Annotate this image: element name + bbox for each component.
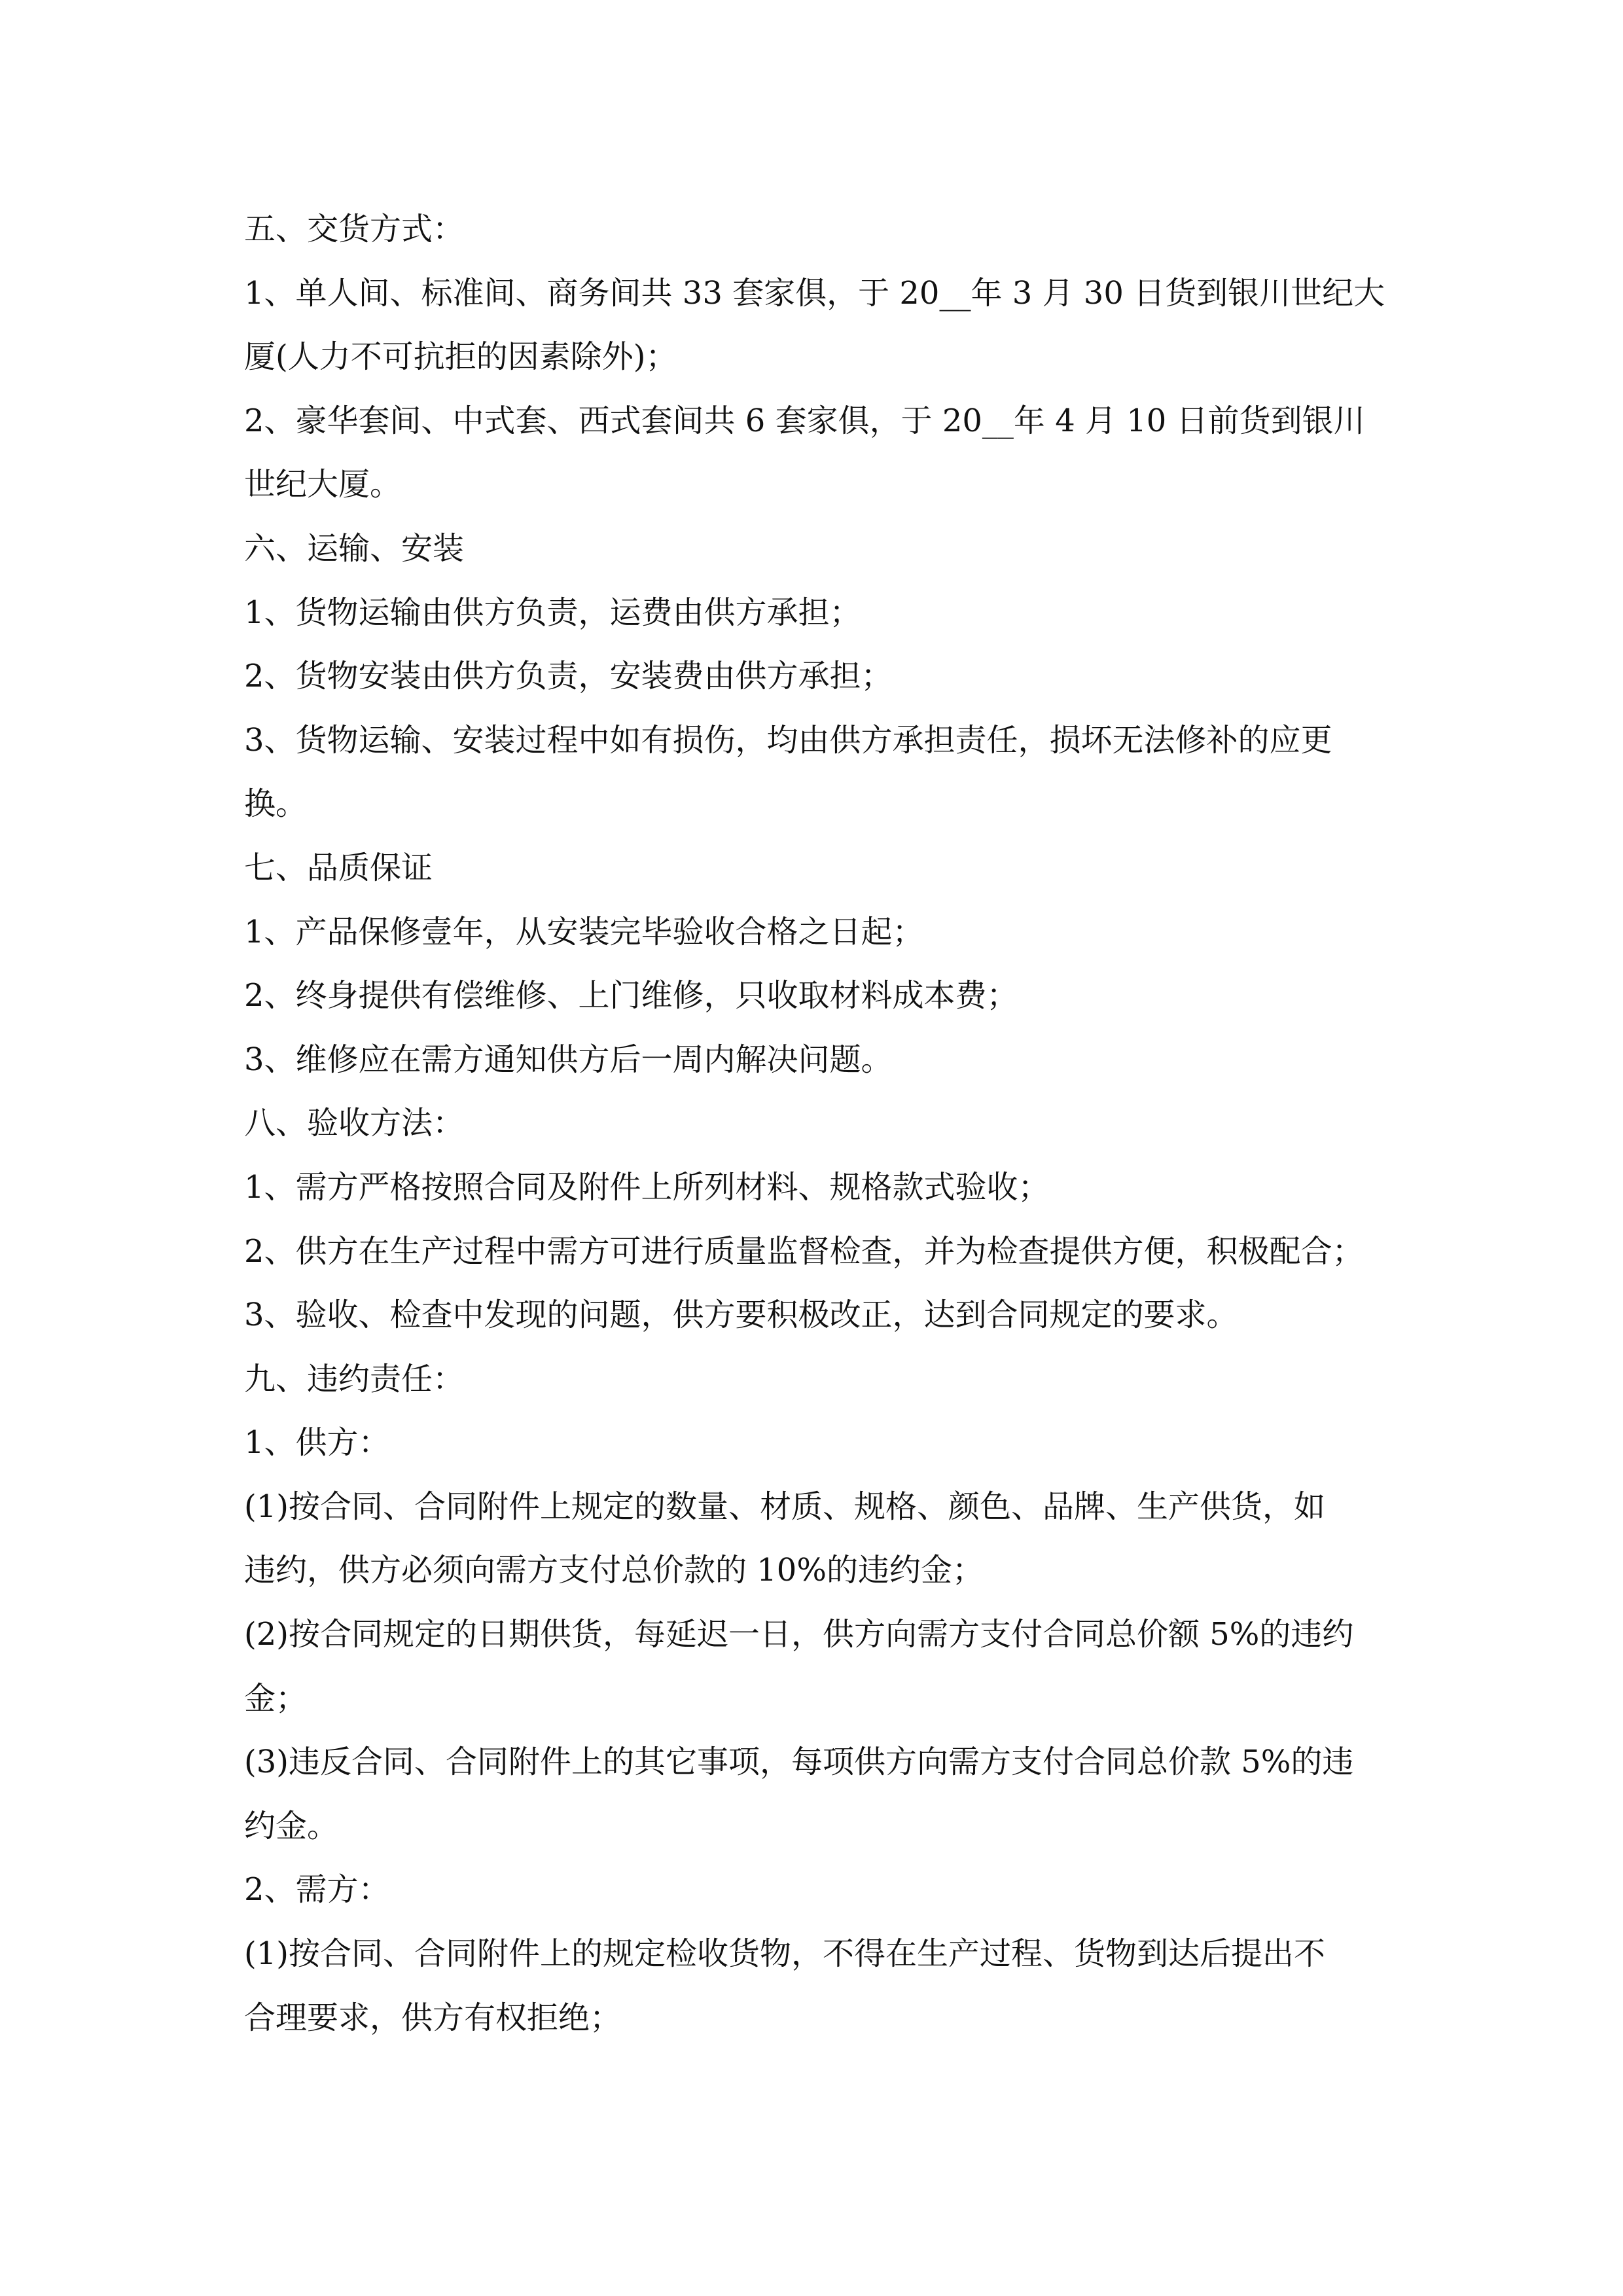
paragraph-line: 合理要求，供方有权拒绝； [244, 1999, 622, 2036]
paragraph-line: (3)违反合同、合同附件上的其它事项，每项供方向需方支付合同总价款 5%的违 [244, 1744, 1354, 1781]
paragraph-line: 约金。 [244, 1807, 339, 1844]
section-heading-liability: 九、违约责任： [244, 1360, 465, 1397]
contract-body [244, 198, 1396, 2050]
paragraph-line: 1、产品保修壹年，从安装完毕验收合格之日起； [244, 913, 924, 950]
paragraph-line: 换。 [244, 785, 308, 823]
subheading-supplier: 1、供方： [244, 1424, 390, 1462]
paragraph-line: (2)按合同规定的日期供货，每延迟一日，供方向需方支付合同总价额 5%的违约 [244, 1616, 1354, 1653]
paragraph-line: 3、维修应在需方通知供方后一周内解决问题。 [244, 1041, 893, 1078]
subheading-buyer: 2、需方： [244, 1871, 390, 1909]
paragraph-line: 1、需方严格按照合同及附件上所列材料、规格款式验收； [244, 1168, 1050, 1206]
paragraph-line: 3、验收、检查中发现的问题，供方要积极改正，达到合同规定的要求。 [244, 1297, 1238, 1334]
paragraph-line: 1、单人间、标准间、商务间共 33 套家俱，于 20__年 3 月 30 日货到银川世纪大 [244, 274, 1385, 312]
paragraph-line: 世纪大厦。 [244, 466, 402, 503]
section-heading-delivery: 五、交货方式： [244, 211, 465, 247]
paragraph-line: 金； [244, 1679, 308, 1717]
section-heading-quality: 七、品质保证 [244, 849, 433, 886]
paragraph-line: 2、豪华套间、中式套、西式套间共 6 套家俱，于 20__年 4 月 10 日前货到银川 [244, 402, 1365, 439]
paragraph-line: 违约，供方必须向需方支付总价款的 10%的违约金； [244, 1552, 984, 1589]
paragraph-line: (1)按合同、合同附件上的规定检收货物，不得在生产过程、货物到达后提出不 [244, 1935, 1325, 1973]
paragraph-line: 2、终身提供有偿维修、上门维修，只收取材料成本费； [244, 977, 1018, 1014]
paragraph-line: 3、货物运输、安装过程中如有损伤，均由供方承担责任，损坏无法修补的应更 [244, 721, 1332, 759]
section-heading-transport: 六、运输、安装 [244, 529, 465, 567]
paragraph-line: (1)按合同、合同附件上规定的数量、材质、规格、颜色、品牌、生产供货，如 [244, 1488, 1325, 1525]
paragraph-line: 厦(人力不可抗拒的因素除外)； [244, 338, 677, 376]
paragraph-line: 2、供方在生产过程中需方可进行质量监督检查，并为检查提供方便，积极配合； [244, 1232, 1364, 1270]
section-heading-acceptance: 八、验收方法： [244, 1105, 465, 1142]
paragraph-line: 1、货物运输由供方负责，运费由供方承担； [244, 594, 861, 631]
paragraph-line: 2、货物安装由供方负责，安装费由供方承担； [244, 658, 893, 695]
